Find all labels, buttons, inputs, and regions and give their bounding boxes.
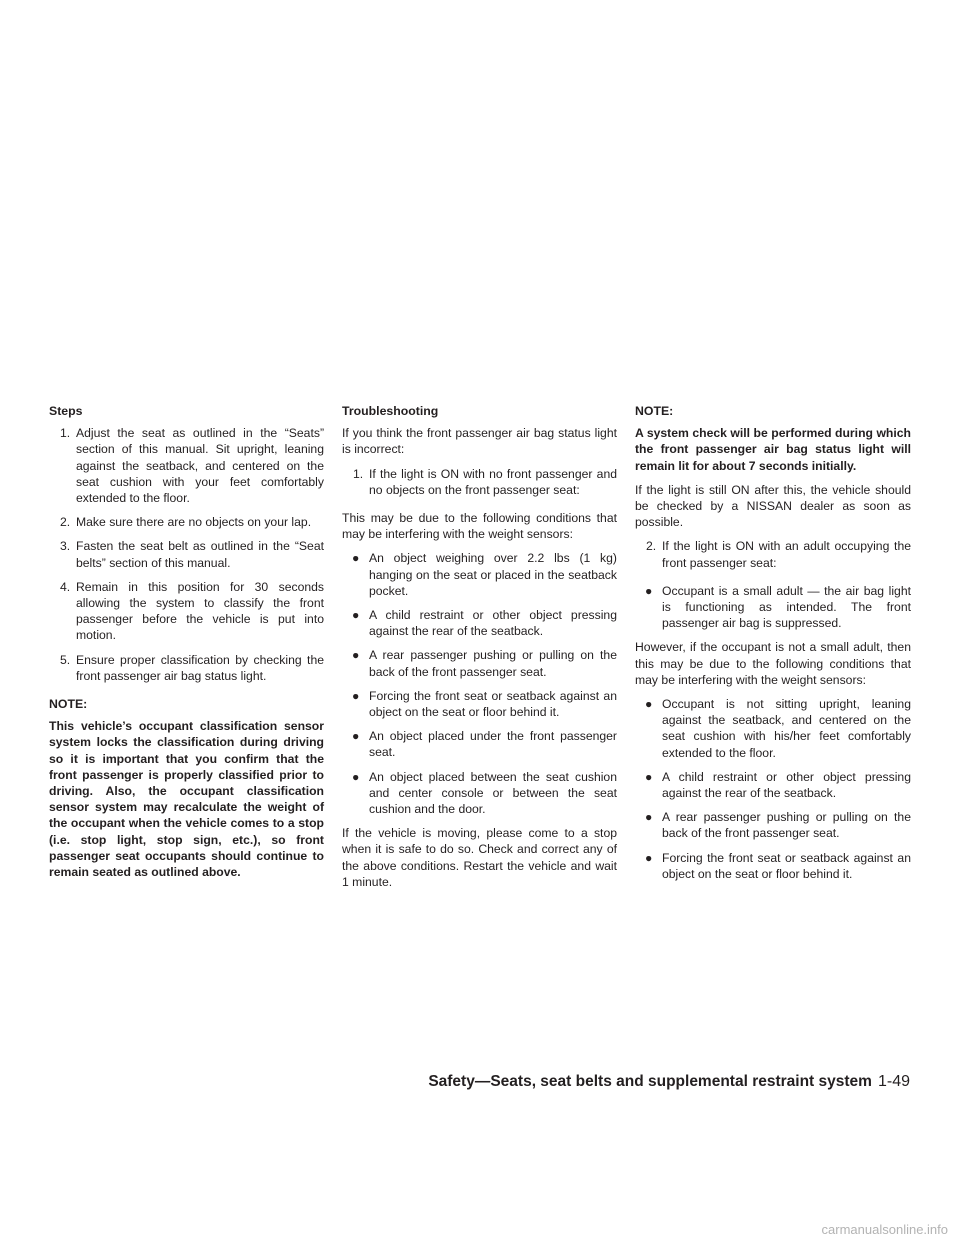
step-text: Remain in this position for 30 seconds allowing the system to classify the front passenger before the vehicle is put into motion. <box>76 579 324 643</box>
bullet-text: Forcing the front seat or seatback against an object on the seat or floor behind it. <box>369 688 617 720</box>
troubleshooting-steps-2 <box>635 538 911 570</box>
troubleshooting-steps <box>342 466 617 498</box>
section-title: Safety—Seats, seat belts and supplemental restraint system <box>428 1073 872 1090</box>
moving-paragraph: If the vehicle is moving, please come to a stop when it is safe to do so. Check and correct any of the above conditions. Restart the vehicle and wait 1 minute. <box>342 826 617 889</box>
column-right <box>635 403 911 890</box>
bullet-icon: ● <box>645 769 653 784</box>
bullet-text: A child restraint or other object pressing against the rear of the seatback. <box>662 769 911 801</box>
bullet-text: An object placed under the front passenger seat. <box>369 729 617 760</box>
step-number: 5. <box>60 652 71 667</box>
step-text: Ensure proper classification by checking the front passenger air bag status light. <box>76 652 324 683</box>
step-number: 1. <box>60 426 71 441</box>
still-on-paragraph: If the light is still ON after this, the vehicle should be checked by a NISSAN dealer as soon as possible. <box>635 482 911 530</box>
step-number: 4. <box>60 579 71 594</box>
step-number: 2. <box>646 539 657 554</box>
list-item <box>635 769 911 801</box>
bullet-icon: ● <box>352 769 360 784</box>
bullet-text: A child restraint or other object pressing against the rear of the seatback. <box>369 608 617 639</box>
note-label: NOTE: <box>635 404 674 418</box>
conditions-list-2 <box>635 696 911 882</box>
bullet-text: Occupant is a small adult — the air bag light is functioning as intended. The front passenger air bag is suppressed. <box>662 583 911 631</box>
step-text: If the light is ON with an adult occupying the front passenger seat: <box>662 539 911 570</box>
bullet-text: A rear passenger pushing or pulling on the back of the front passenger seat. <box>662 810 911 841</box>
bullet-icon: ● <box>645 810 653 825</box>
bullet-icon: ● <box>352 551 360 566</box>
list-item <box>49 579 324 644</box>
troubleshooting-heading: Troubleshooting <box>342 404 439 418</box>
step-number: 2. <box>60 515 71 530</box>
list-item <box>635 538 911 570</box>
list-item <box>342 466 617 498</box>
bullet-icon: ● <box>352 608 360 623</box>
list-item <box>342 647 617 679</box>
list-item <box>342 769 617 818</box>
bullet-icon: ● <box>352 648 360 663</box>
troubleshooting-intro: If you think the front passenger air bag status light is incorrect: <box>342 426 617 457</box>
step-text: If the light is ON with no front passenger and no objects on the front passenger seat: <box>369 466 617 497</box>
bullet-text: An object placed between the seat cushion and center console or between the seat cushion and the door. <box>369 769 617 817</box>
steps-list <box>49 425 324 684</box>
note-text: This vehicle’s occupant classification sensor system locks the classification during driving so it is important that you confirm that the front passenger is properly classified prior to driving. Also, the occupant classification sensor system may recalculate the weight of the occupant when the vehicle comes to a stop (i.e. stop light, stop sign, etc.), so front passenger seat occupants should continue to remain seated as outlined above. <box>49 719 324 880</box>
conditions-intro: This may be due to the following conditions that may be interfering with the weight sensors: <box>342 511 617 542</box>
bullet-icon: ● <box>645 697 653 712</box>
watermark: carmanualsonline.info <box>821 1222 948 1237</box>
column-left <box>49 403 324 888</box>
bullet-text: Forcing the front seat or seatback against an object on the seat or floor behind it. <box>662 850 911 881</box>
bullet-icon: ● <box>645 583 653 598</box>
bullet-text: A rear passenger pushing or pulling on the back of the front passenger seat. <box>369 648 617 679</box>
step-text: Adjust the seat as outlined in the “Seats” section of this manual. Sit upright, leaning against the seatback, and centered on the seat cushion with your feet comfortably extended to the floor. <box>76 426 324 506</box>
list-item <box>635 583 911 632</box>
steps-heading: Steps <box>49 404 83 418</box>
bullet-icon: ● <box>645 850 653 865</box>
bullet-text: An object weighing over 2.2 lbs (1 kg) hanging on the seat or placed in the seatback pocket. <box>369 551 617 598</box>
list-item <box>342 728 617 760</box>
page-footer <box>0 1073 910 1091</box>
note-text: A system check will be performed during which the front passenger air bag status light will remain lit for about 7 seconds initially. <box>635 426 911 473</box>
step-number: 1. <box>353 466 364 481</box>
bullet-icon: ● <box>352 688 360 703</box>
step-text: Make sure there are no objects on your lap. <box>76 515 312 530</box>
list-item <box>49 425 324 506</box>
list-item <box>342 607 617 639</box>
list-item <box>49 514 324 530</box>
column-middle <box>342 403 617 898</box>
list-item <box>635 696 911 761</box>
step-text: Fasten the seat belt as outlined in the “Seat belts” section of this manual. <box>76 539 324 570</box>
conditions-list <box>342 550 617 817</box>
list-item <box>635 850 911 882</box>
bullet-text: Occupant is not sitting upright, leaning against the seatback, and centered on the seat cushion with his/her feet comfortably extended to the floor. <box>662 697 911 760</box>
note-label: NOTE: <box>49 697 88 712</box>
list-item <box>49 538 324 570</box>
list-item <box>635 809 911 841</box>
step-number: 3. <box>60 539 71 554</box>
bullet-icon: ● <box>352 729 360 744</box>
page-number: 1-49 <box>877 1073 910 1090</box>
list-item <box>342 550 617 599</box>
list-item <box>49 652 324 684</box>
however-paragraph: However, if the occupant is not a small adult, then this may be due to the following conditions that may be interfering with the weight sensors: <box>635 640 911 687</box>
list-item <box>342 688 617 720</box>
small-adult-list <box>635 583 911 632</box>
